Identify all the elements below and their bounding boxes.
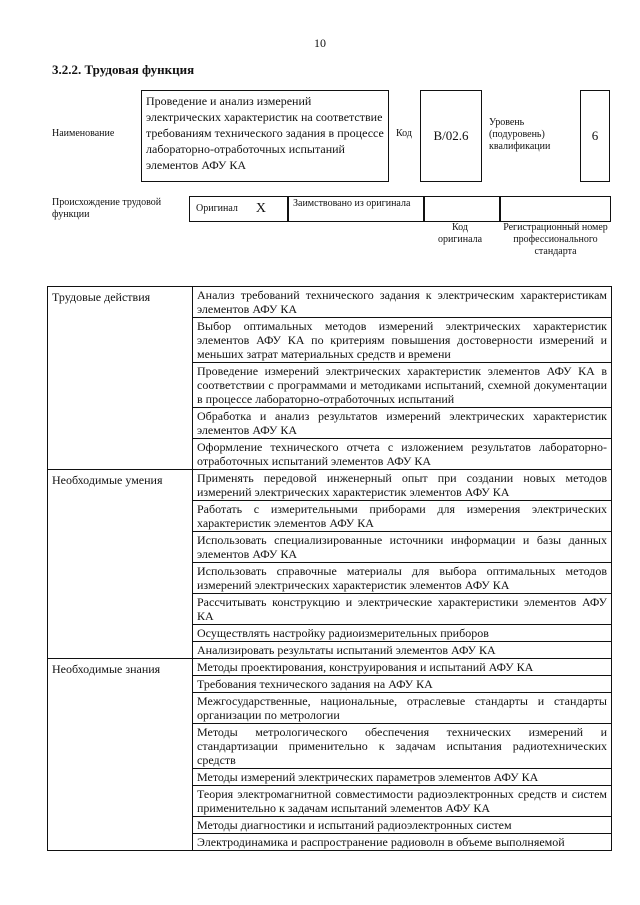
code-original-label: Код оригинала — [437, 222, 483, 245]
table-row — [48, 659, 612, 676]
list-item: Анализ требований технического задания к электрическим характеристикам элементов АФУ КА — [193, 287, 612, 318]
borrowed-label: Заимствовано из оригинала — [288, 196, 424, 222]
origin-row — [189, 196, 611, 222]
list-item: Рассчитывать конструкцию и электрические характеристики элементов АФУ КА — [193, 594, 612, 625]
page-number: 10 — [314, 36, 326, 50]
origin-label: Происхождение трудовой функции — [52, 197, 162, 220]
list-item: Выбор оптимальных методов измерений электрических характеристик элементов АФУ КА по критериям повышения достоверности измерений и меньших затрат материальных средств и времени — [193, 318, 612, 363]
list-item: Электродинамика и распространение радиоволн в объеме выполняемой — [193, 834, 612, 851]
list-item: Применять передовой инженерный опыт при создании новых методов измерений электрических характеристик элементов АФУ КА — [193, 470, 612, 501]
table-row — [48, 287, 612, 318]
list-item: Межгосударственные, национальные, отраслевые стандарты и стандарты организации по метрологии — [193, 693, 612, 724]
reg-number-cell — [500, 196, 611, 222]
table-row — [48, 470, 612, 501]
skills-label: Необходимые умения — [48, 470, 193, 659]
list-item: Методы метрологического обеспечения технических измерений и стандартизации применительно к задачам испытания радиотехнических средств — [193, 724, 612, 769]
function-table — [47, 286, 612, 851]
list-item: Методы проектирования, конструирования и испытаний АФУ КА — [193, 659, 612, 676]
list-item: Требования технического задания на АФУ КА — [193, 676, 612, 693]
function-name: Проведение и анализ измерений электрических характеристик на соответствие требованиям технического задания в процессе лабораторно-отработочных испытаний элементов АФУ КА — [141, 90, 389, 182]
section-title: 3.2.2. Трудовая функция — [52, 62, 195, 77]
list-item: Анализировать результаты испытаний элементов АФУ КА — [193, 642, 612, 659]
list-item: Осуществлять настройку радиоизмерительных приборов — [193, 625, 612, 642]
reg-number-label: Регистрационный номер профессионального стандарта — [503, 222, 608, 257]
list-item: Методы диагностики и испытаний радиоэлектронных систем — [193, 817, 612, 834]
original-mark: X — [255, 201, 267, 216]
knowledge-label: Необходимые знания — [48, 659, 193, 851]
list-item: Теория электромагнитной совместимости радиоэлектронных средств и систем применительно к задачам испытаний элементов АФУ КА — [193, 786, 612, 817]
function-code: B/02.6 — [420, 90, 482, 182]
list-item: Оформление технического отчета с изложением результатов лабораторно-отработочных испытаний элементов АФУ КА — [193, 439, 612, 470]
list-item: Обработка и анализ результатов измерений электрических характеристик элементов АФУ КА — [193, 408, 612, 439]
qualification-level: 6 — [580, 90, 610, 182]
original-label: Оригинал — [196, 203, 238, 214]
list-item: Работать с измерительными приборами для измерения электрических характеристик элементов АФУ КА — [193, 501, 612, 532]
qualification-level-label: Уровень (подуровень) квалификации — [489, 117, 551, 152]
list-item: Методы измерений электрических параметров элементов АФУ КА — [193, 769, 612, 786]
original-cell — [189, 196, 288, 222]
labor-actions-label: Трудовые действия — [48, 287, 193, 470]
list-item: Использовать справочные материалы для выбора оптимальных методов измерений электрических характеристик элементов АФУ КА — [193, 563, 612, 594]
code-original-cell — [424, 196, 500, 222]
list-item: Проведение измерений электрических характеристик элементов АФУ КА в соответствии с программами и методиками испытаний, схемной документации в процессе лабораторно-отработочных испытаний — [193, 363, 612, 408]
name-label: Наименование — [52, 128, 115, 139]
list-item: Использовать специализированные источники информации и базы данных элементов АФУ КА — [193, 532, 612, 563]
code-label: Код — [396, 128, 412, 139]
